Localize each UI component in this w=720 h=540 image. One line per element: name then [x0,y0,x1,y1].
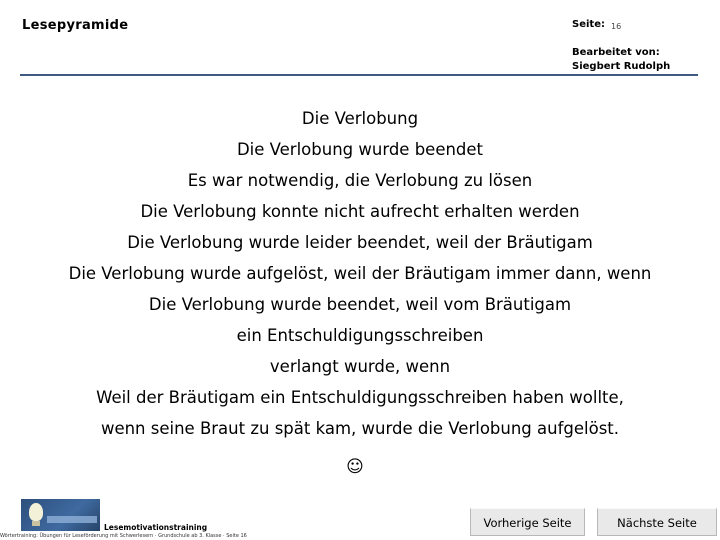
edited-by-label: Bearbeitet von: [572,47,660,58]
pyramid-line: Die Verlobung [301,109,419,128]
reading-pyramid [0,103,720,444]
pyramid-line: Die Verlobung wurde beendet, weil vom Bräutigam [148,295,572,314]
footer-brand: Lesemotivationstraining [104,523,208,532]
page-meta [572,18,670,74]
next-page-button[interactable]: Nächste Seite [597,508,717,536]
header-divider [20,74,698,76]
page-title: Lesepyramide [22,18,129,33]
page-number: 16 [610,22,622,31]
pyramid-line: Weil der Bräutigam ein Entschuldigungsschreiben haben wollte, [96,388,624,407]
smiley-icon: ☺ [346,457,364,477]
lightbulb-icon [29,503,43,521]
page-number-row [572,18,670,34]
pyramid-line: Es war notwendig, die Verlobung zu lösen [187,171,533,190]
pyramid-line: Die Verlobung konnte nicht aufrecht erhalten werden [140,202,580,221]
pyramid-line: Die Verlobung wurde aufgelöst, weil der Bräutigam immer dann, wenn [68,264,652,283]
pyramid-line: Die Verlobung wurde beendet [236,140,484,159]
editor-name: Siegbert Rudolph [572,61,671,72]
logo [21,499,100,531]
pyramid-line: wenn seine Braut zu spät kam, wurde die Verlobung aufgelöst. [100,419,620,438]
pyramid-line: ein Entschuldigungsschreiben [236,326,484,345]
previous-page-button[interactable]: Vorherige Seite [470,508,585,536]
pyramid-line: Die Verlobung wurde leider beendet, weil der Bräutigam [127,233,593,252]
pyramid-line: verlangt wurde, wenn [269,357,451,376]
page-label: Seite: [572,19,605,30]
footer-subtitle: Wörtertraining: Übungen für Leseförderung mit Schwerlesern · Grundschule ab 3. Klasse · Seite 16 [0,533,247,539]
